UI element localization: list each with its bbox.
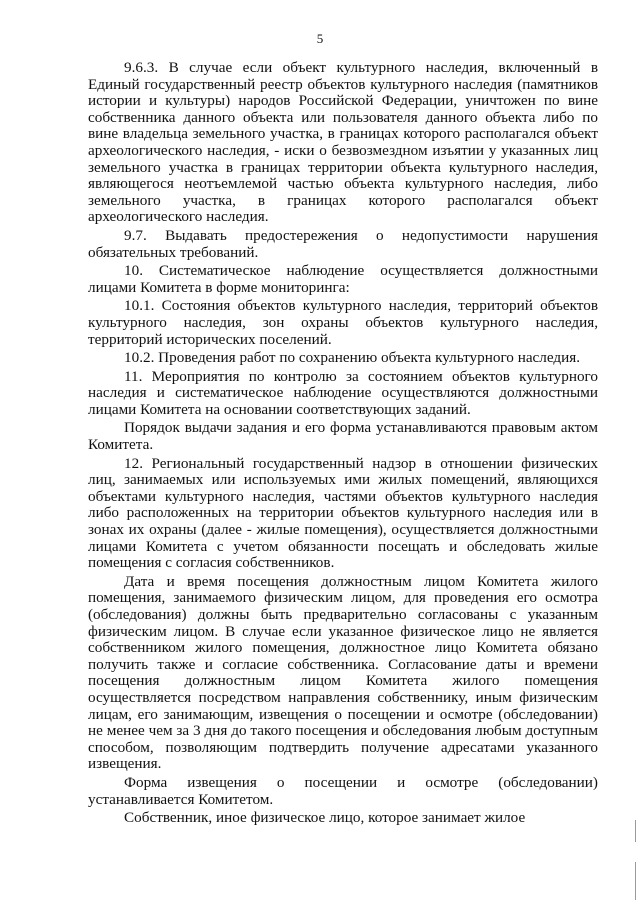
paragraph-12: 12. Региональный государственный надзор в отношении физических лиц, занимаемых или используемых ими жилых помещений, являющихся объектами культурного наследия, частями объектов культурного наследия либо расположенных на территории объектов культурного наследия или в зонах их охраны (далее - жилые помещения), осуществляется должностными лицами Комитета с учетом обязанности посещать и обследовать жилые помещения с согласия собственников. — [88, 454, 598, 572]
scan-edge-mark — [635, 862, 636, 900]
paragraph-9-6-3: 9.6.3. В случае если объект культурного наследия, включенный в Единый государственный реестр объектов культурного наследия (памятников истории и культуры) народов Российской Федерации, уничтожен по вине собственника данного объекта или пользователя данного объекта либо по вине владельца земельного участка, в границах которого располагался объект археологического наследия, - иски о безвозмездном изъятии у указанных лиц земельного участка в границах территории объекта культурного наследия, являющегося неотъемлемой частью объекта культурного наследия, либо земельного участка, в границах которого располагался объект археологического наследия. — [88, 59, 598, 226]
paragraph-10: 10. Систематическое наблюдение осуществляется должностными лицами Комитета в форме мониторинга: — [88, 262, 598, 296]
paragraph-11-order: Порядок выдачи задания и его форма устанавливаются правовым актом Комитета. — [88, 419, 598, 454]
paragraph-10-1: 10.1. Состояния объектов культурного наследия, территорий объектов культурного наследия, зон охраны объектов культурного наследия, территорий исторических поселений. — [88, 297, 598, 348]
paragraph-11: 11. Мероприятия по контролю за состоянием объектов культурного наследия и систематическое наблюдение осуществляются должностными лицами Комитета на основании соответствующих заданий. — [88, 367, 598, 418]
paragraph-10-2: 10.2. Проведения работ по сохранению объекта культурного наследия. — [124, 349, 581, 367]
paragraph-12-notice-form: Форма извещения о посещении и осмотре (обследовании) устанавливается Комитетом. — [88, 773, 598, 808]
paragraph-12-visit-date: Дата и время посещения должностным лицом Комитета жилого помещения, занимаемого физическим лицом, для проведения его осмотра (обследования) должны быть предварительно согласованы с указанным физическим лицом. В случае если указанное физическое лицо не является собственником жилого помещения, должностное лицо Комитета обязано получить также и согласие собственника. Согласование даты и времени посещения должностным лицом Комитета жилого помещения осуществляется посредством направления собственнику, иным физическим лицам, его занимающим, извещения о посещении и осмотре (обследовании) не менее чем за 3 дня до такого посещения и обследования любым доступным способом, позволяющим подтвердить получение адресатами указанного извещения. — [88, 572, 598, 773]
document-body — [88, 60, 598, 829]
scan-edge-mark — [635, 820, 636, 842]
paragraph-12-owner: Собственник, иное физическое лицо, которое занимает жилое — [124, 809, 526, 827]
paragraph-9-7: 9.7. Выдавать предостережения о недопустимости нарушения обязательных требований. — [88, 226, 598, 261]
page-number: 5 — [316, 31, 324, 46]
